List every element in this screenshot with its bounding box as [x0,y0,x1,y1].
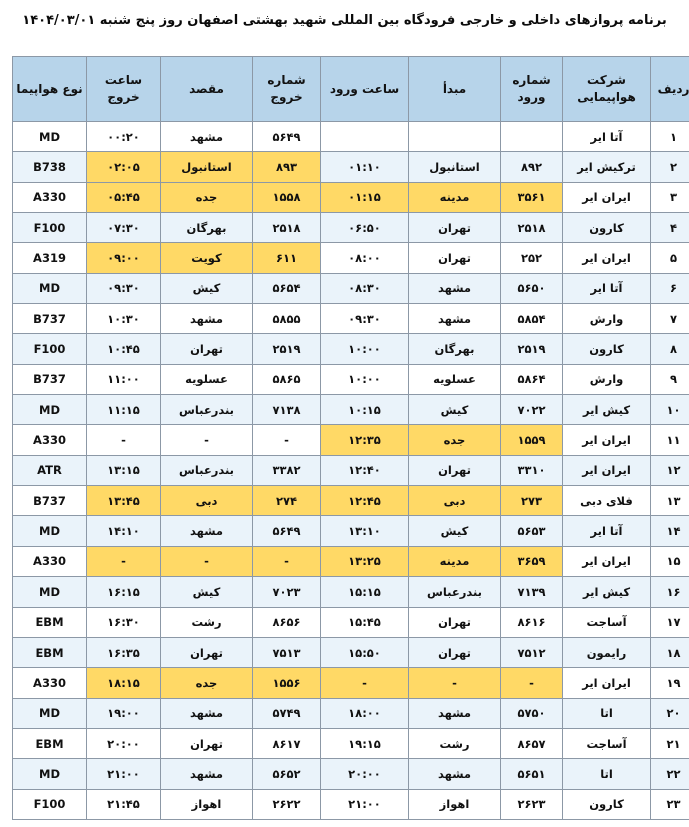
destination-cell: مشهد [161,122,253,152]
airline-cell: کیش ایر [563,577,651,607]
origin-cell: تهران [409,455,501,485]
arrival-time-cell: ۱۰:۰۰ [321,364,409,394]
airline-cell: ایران ایر [563,182,651,212]
destination-cell: جده [161,668,253,698]
departure-flight-number-cell: ۲۶۲۲ [253,789,321,819]
departure-flight-number-cell: ۲۷۴ [253,486,321,516]
origin-cell: مدینه [409,546,501,576]
table-header-row [13,57,689,122]
aircraft-type-cell: A330 [13,546,87,576]
aircraft-type-cell: B737 [13,304,87,334]
arrival-flight-number-cell: ۲۵۱۹ [501,334,563,364]
aircraft-type-cell: EBM [13,637,87,667]
departure-time-cell: ۱۸:۱۵ [87,668,161,698]
departure-time-cell: ۲۱:۰۰ [87,759,161,789]
departure-flight-number-cell: ۸۹۳ [253,152,321,182]
departure-time-cell: ۲۰:۰۰ [87,728,161,758]
destination-cell: کیش [161,577,253,607]
departure-time-cell: ۱۶:۳۵ [87,637,161,667]
departure-time-cell: ۱۳:۴۵ [87,486,161,516]
aircraft-type-cell: F100 [13,213,87,243]
airline-cell: آتا ایر [563,273,651,303]
airline-cell: رایمون [563,637,651,667]
row-number-cell: ۱۰ [651,395,689,425]
arrival-flight-number-cell: ۲۵۱۸ [501,213,563,243]
departure-flight-number-cell: ۱۵۵۸ [253,182,321,212]
origin-cell: مشهد [409,304,501,334]
airline-cell: ایران ایر [563,546,651,576]
aircraft-type-cell: MD [13,273,87,303]
origin-cell: رشت [409,728,501,758]
arrival-time-cell: ۲۱:۰۰ [321,789,409,819]
table-row [13,607,689,637]
row-number-cell: ۲ [651,152,689,182]
row-number-cell: ۱۴ [651,516,689,546]
airline-cell: وارش [563,364,651,394]
departure-flight-number-cell: ۸۶۱۷ [253,728,321,758]
aircraft-type-cell: MD [13,395,87,425]
page-title: برنامه پروازهای داخلی و خارجی فرودگاه بین المللی شهید بهشتی اصفهان روز پنج شنبه ۱۴۰۴/۰۳/۰۱ [22,13,667,28]
arrival-time-cell: ۱۹:۱۵ [321,728,409,758]
departure-time-cell: ۱۶:۱۵ [87,577,161,607]
departure-time-cell: ۱۴:۱۰ [87,516,161,546]
row-number-cell: ۷ [651,304,689,334]
origin-cell: مشهد [409,698,501,728]
arrival-time-cell: ۰۱:۱۰ [321,152,409,182]
airline-cell: آتا ایر [563,122,651,152]
departure-flight-number-cell: ۵۷۴۹ [253,698,321,728]
row-number-cell: ۸ [651,334,689,364]
arrival-time-cell: ۰۸:۳۰ [321,273,409,303]
table-row [13,698,689,728]
aircraft-type-cell: B737 [13,486,87,516]
aircraft-type-cell: F100 [13,789,87,819]
arrival-time-cell: - [321,668,409,698]
airline-cell: اتا [563,759,651,789]
arrival-flight-number-cell: ۲۶۲۳ [501,789,563,819]
aircraft-type-cell: B737 [13,364,87,394]
arrival-flight-number-cell: ۳۶۵۹ [501,546,563,576]
airline-cell: وارش [563,304,651,334]
destination-cell: مشهد [161,759,253,789]
arrival-flight-number-cell: ۵۸۶۴ [501,364,563,394]
row-number-cell: ۱۱ [651,425,689,455]
departure-time-cell: ۰۹:۰۰ [87,243,161,273]
departure-flight-number-cell: ۵۶۵۲ [253,759,321,789]
aircraft-type-cell: A330 [13,425,87,455]
row-number-cell: ۲۰ [651,698,689,728]
column-header-airline: شرکت هواپیمایی [563,57,651,122]
row-number-cell: ۱ [651,122,689,152]
airline-cell: ایران ایر [563,243,651,273]
airline-cell: ایران ایر [563,668,651,698]
arrival-time-cell: ۱۵:۴۵ [321,607,409,637]
departure-time-cell: ۱۹:۰۰ [87,698,161,728]
origin-cell: عسلویه [409,364,501,394]
airline-cell: کیش ایر [563,395,651,425]
departure-flight-number-cell: ۶۱۱ [253,243,321,273]
arrival-time-cell: ۱۲:۴۰ [321,455,409,485]
arrival-flight-number-cell: ۳۵۶۱ [501,182,563,212]
origin-cell: تهران [409,243,501,273]
destination-cell: جده [161,182,253,212]
arrival-flight-number-cell: ۸۶۵۷ [501,728,563,758]
airline-cell: ترکیش ایر [563,152,651,182]
departure-time-cell: ۲۱:۴۵ [87,789,161,819]
arrival-flight-number-cell [501,122,563,152]
departure-time-cell: ۱۱:۱۵ [87,395,161,425]
origin-cell: بهرگان [409,334,501,364]
table-row [13,304,689,334]
origin-cell: - [409,668,501,698]
destination-cell: کیش [161,273,253,303]
arrival-time-cell [321,122,409,152]
aircraft-type-cell: A330 [13,668,87,698]
departure-time-cell: ۰۰:۲۰ [87,122,161,152]
departure-flight-number-cell: ۵۸۵۵ [253,304,321,334]
departure-time-cell: ۱۶:۳۰ [87,607,161,637]
aircraft-type-cell: F100 [13,334,87,364]
aircraft-type-cell: MD [13,698,87,728]
origin-cell: تهران [409,213,501,243]
table-row [13,455,689,485]
origin-cell: بندرعباس [409,577,501,607]
row-number-cell: ۵ [651,243,689,273]
origin-cell [409,122,501,152]
aircraft-type-cell: MD [13,516,87,546]
arrival-flight-number-cell: ۷۵۱۲ [501,637,563,667]
departure-flight-number-cell: ۲۵۱۸ [253,213,321,243]
destination-cell: کویت [161,243,253,273]
table-row [13,789,689,819]
table-row [13,516,689,546]
column-header-aircraft-type: نوع هواپیما [13,57,87,122]
departure-flight-number-cell: ۵۶۵۴ [253,273,321,303]
column-header-row-number: ردیف [651,57,689,122]
aircraft-type-cell: A330 [13,182,87,212]
row-number-cell: ۳ [651,182,689,212]
destination-cell: رشت [161,607,253,637]
origin-cell: تهران [409,637,501,667]
departure-flight-number-cell: ۲۵۱۹ [253,334,321,364]
airline-cell: ایران ایر [563,455,651,485]
table-row [13,759,689,789]
destination-cell: مشهد [161,516,253,546]
airline-cell: ایران ایر [563,425,651,455]
arrival-flight-number-cell: - [501,668,563,698]
flight-schedule-table [12,56,689,820]
arrival-time-cell: ۰۱:۱۵ [321,182,409,212]
departure-flight-number-cell: - [253,425,321,455]
table-row [13,486,689,516]
row-number-cell: ۲۳ [651,789,689,819]
airline-cell: فلای دبی [563,486,651,516]
arrival-time-cell: ۱۵:۱۵ [321,577,409,607]
arrival-time-cell: ۱۰:۰۰ [321,334,409,364]
table-row [13,577,689,607]
destination-cell: بندرعباس [161,395,253,425]
aircraft-type-cell: ATR [13,455,87,485]
table-row [13,425,689,455]
departure-time-cell: ۱۱:۰۰ [87,364,161,394]
origin-cell: مدینه [409,182,501,212]
column-header-origin: مبدأ [409,57,501,122]
row-number-cell: ۱۸ [651,637,689,667]
table-row [13,182,689,212]
aircraft-type-cell: A319 [13,243,87,273]
departure-flight-number-cell: ۵۶۴۹ [253,122,321,152]
destination-cell: عسلویه [161,364,253,394]
row-number-cell: ۱۲ [651,455,689,485]
row-number-cell: ۴ [651,213,689,243]
table-row [13,395,689,425]
row-number-cell: ۹ [651,364,689,394]
destination-cell: - [161,546,253,576]
arrival-flight-number-cell: ۵۶۵۱ [501,759,563,789]
airline-cell: کارون [563,213,651,243]
origin-cell: مشهد [409,759,501,789]
departure-time-cell: ۱۳:۱۵ [87,455,161,485]
departure-flight-number-cell: ۵۶۴۹ [253,516,321,546]
row-number-cell: ۶ [651,273,689,303]
departure-time-cell: ۰۲:۰۵ [87,152,161,182]
departure-flight-number-cell: ۸۶۵۶ [253,607,321,637]
arrival-time-cell: ۱۰:۱۵ [321,395,409,425]
arrival-flight-number-cell: ۵۸۵۴ [501,304,563,334]
table-row [13,122,689,152]
airline-cell: اتا [563,698,651,728]
departure-time-cell: ۱۰:۳۰ [87,304,161,334]
arrival-flight-number-cell: ۷۰۲۲ [501,395,563,425]
arrival-time-cell: ۱۳:۱۰ [321,516,409,546]
column-header-departure-flight-number: شماره خروج [253,57,321,122]
destination-cell: بندرعباس [161,455,253,485]
departure-flight-number-cell: ۱۵۵۶ [253,668,321,698]
table-row [13,364,689,394]
airline-cell: آساجت [563,607,651,637]
destination-cell: تهران [161,728,253,758]
departure-flight-number-cell: ۵۸۶۵ [253,364,321,394]
table-row [13,546,689,576]
destination-cell: دبی [161,486,253,516]
table-row [13,243,689,273]
arrival-flight-number-cell: ۵۷۵۰ [501,698,563,728]
departure-flight-number-cell: ۷۰۲۳ [253,577,321,607]
destination-cell: - [161,425,253,455]
row-number-cell: ۱۳ [651,486,689,516]
arrival-time-cell: ۱۲:۴۵ [321,486,409,516]
arrival-flight-number-cell: ۳۳۱۰ [501,455,563,485]
destination-cell: بهرگان [161,213,253,243]
departure-time-cell: - [87,546,161,576]
table-row [13,273,689,303]
origin-cell: استانبول [409,152,501,182]
arrival-time-cell: ۰۶:۵۰ [321,213,409,243]
airline-cell: کارون [563,334,651,364]
origin-cell: کیش [409,395,501,425]
departure-flight-number-cell: - [253,546,321,576]
row-number-cell: ۱۷ [651,607,689,637]
airline-cell: کارون [563,789,651,819]
table-row [13,334,689,364]
departure-time-cell: ۰۵:۴۵ [87,182,161,212]
arrival-flight-number-cell: ۱۵۵۹ [501,425,563,455]
departure-flight-number-cell: ۷۵۱۳ [253,637,321,667]
destination-cell: تهران [161,637,253,667]
departure-time-cell: ۰۷:۳۰ [87,213,161,243]
row-number-cell: ۲۱ [651,728,689,758]
table-row [13,213,689,243]
arrival-flight-number-cell: ۸۹۲ [501,152,563,182]
aircraft-type-cell: MD [13,577,87,607]
arrival-flight-number-cell: ۷۱۳۹ [501,577,563,607]
airline-cell: آساجت [563,728,651,758]
row-number-cell: ۱۶ [651,577,689,607]
destination-cell: مشهد [161,304,253,334]
table-row [13,637,689,667]
departure-time-cell: - [87,425,161,455]
departure-flight-number-cell: ۷۱۳۸ [253,395,321,425]
arrival-flight-number-cell: ۵۶۵۳ [501,516,563,546]
aircraft-type-cell: MD [13,759,87,789]
airline-cell: آتا ایر [563,516,651,546]
table-row [13,728,689,758]
origin-cell: کیش [409,516,501,546]
departure-time-cell: ۰۹:۳۰ [87,273,161,303]
arrival-time-cell: ۱۸:۰۰ [321,698,409,728]
departure-flight-number-cell: ۳۳۸۲ [253,455,321,485]
destination-cell: استانبول [161,152,253,182]
origin-cell: تهران [409,607,501,637]
destination-cell: تهران [161,334,253,364]
column-header-departure-time: ساعت خروج [87,57,161,122]
aircraft-type-cell: MD [13,122,87,152]
arrival-time-cell: ۱۲:۳۵ [321,425,409,455]
origin-cell: جده [409,425,501,455]
table-row [13,152,689,182]
arrival-time-cell: ۰۹:۳۰ [321,304,409,334]
column-header-arrival-flight-number: شماره ورود [501,57,563,122]
destination-cell: اهواز [161,789,253,819]
column-header-destination: مقصد [161,57,253,122]
origin-cell: دبی [409,486,501,516]
arrival-time-cell: ۱۵:۵۰ [321,637,409,667]
arrival-time-cell: ۰۸:۰۰ [321,243,409,273]
table-row [13,668,689,698]
column-header-arrival-time: ساعت ورود [321,57,409,122]
aircraft-type-cell: B738 [13,152,87,182]
row-number-cell: ۱۹ [651,668,689,698]
arrival-flight-number-cell: ۵۶۵۰ [501,273,563,303]
row-number-cell: ۱۵ [651,546,689,576]
arrival-flight-number-cell: ۲۷۳ [501,486,563,516]
origin-cell: اهواز [409,789,501,819]
row-number-cell: ۲۲ [651,759,689,789]
origin-cell: مشهد [409,273,501,303]
departure-time-cell: ۱۰:۴۵ [87,334,161,364]
destination-cell: مشهد [161,698,253,728]
arrival-time-cell: ۱۳:۲۵ [321,546,409,576]
aircraft-type-cell: EBM [13,607,87,637]
aircraft-type-cell: EBM [13,728,87,758]
arrival-flight-number-cell: ۸۶۱۶ [501,607,563,637]
arrival-time-cell: ۲۰:۰۰ [321,759,409,789]
arrival-flight-number-cell: ۲۵۲ [501,243,563,273]
